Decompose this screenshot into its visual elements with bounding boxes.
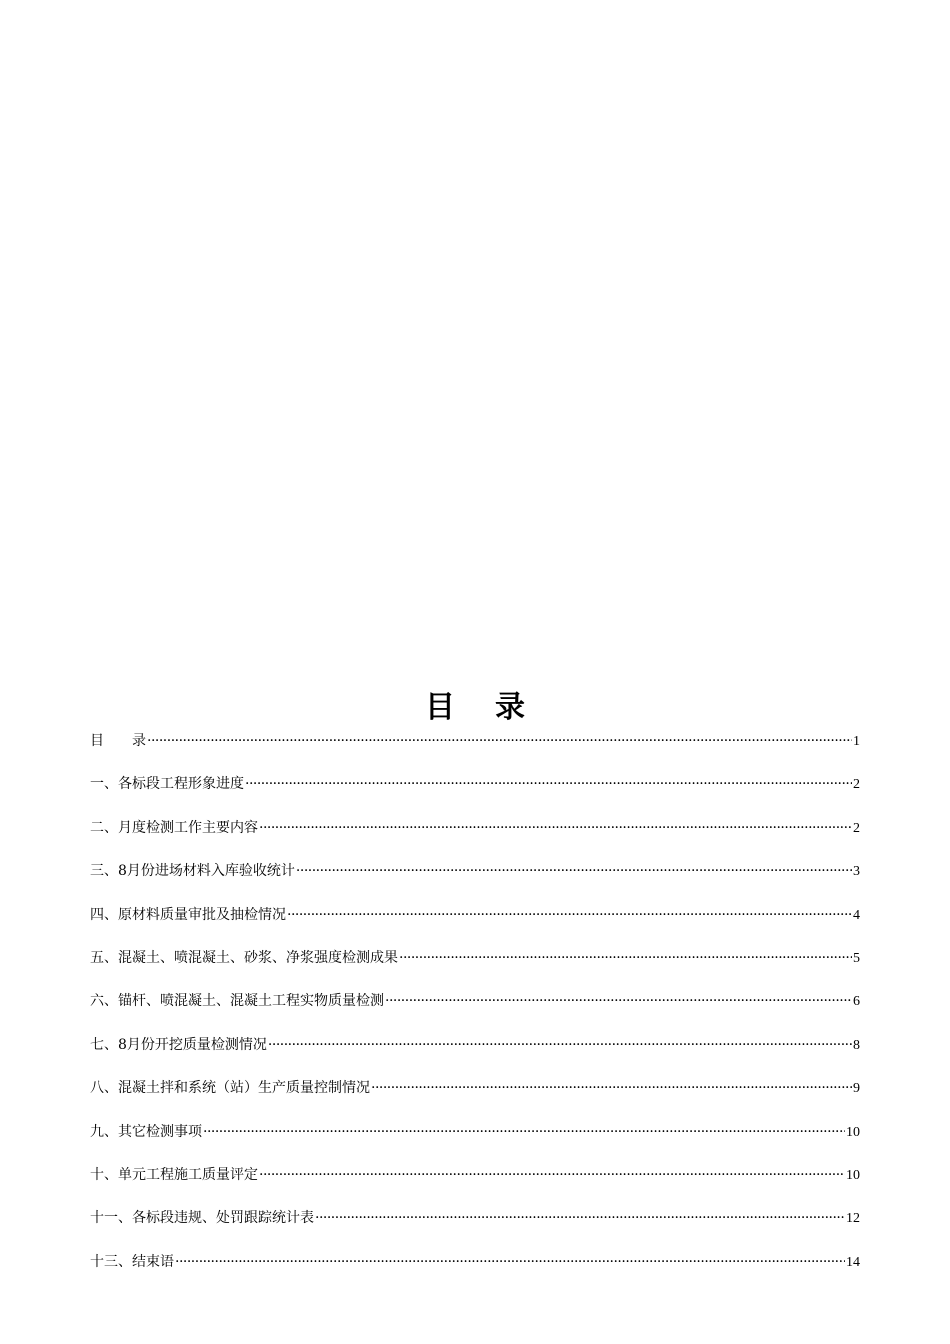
toc-entry[interactable] bbox=[90, 858, 860, 901]
toc-title-part1: 目 bbox=[425, 690, 455, 725]
toc-entry-page: 5 bbox=[853, 950, 860, 966]
toc-entry-page: 8 bbox=[853, 1037, 860, 1053]
toc-dot-leader bbox=[287, 902, 852, 928]
toc-entry[interactable] bbox=[90, 771, 860, 814]
toc-entry-label: 六、锚杆、喷混凝土、混凝土工程实物质量检测 bbox=[90, 993, 384, 1010]
toc-dot-leader bbox=[245, 771, 852, 797]
toc-dot-leader bbox=[259, 815, 852, 841]
toc-entry-label: 九、其它检测事项 bbox=[90, 1123, 202, 1140]
toc-entry[interactable] bbox=[90, 1205, 860, 1248]
toc-entry-page: 10 bbox=[846, 1167, 860, 1183]
toc-dot-leader bbox=[175, 1249, 845, 1275]
toc-entry-label: 一、各标段工程形象进度 bbox=[90, 776, 244, 793]
toc-entry-label: 十一、各标段违规、处罚跟踪统计表 bbox=[90, 1210, 314, 1227]
toc-entry[interactable] bbox=[90, 902, 860, 945]
toc-entry-label: 五、混凝土、喷混凝土、砂浆、净浆强度检测成果 bbox=[90, 949, 398, 966]
toc-entry-label: 十、单元工程施工质量评定 bbox=[90, 1166, 258, 1183]
toc-entry-page: 10 bbox=[846, 1124, 860, 1140]
toc-entry[interactable] bbox=[90, 1032, 860, 1075]
toc-entry[interactable] bbox=[90, 815, 860, 858]
toc-dot-leader bbox=[268, 1032, 852, 1058]
toc-entry[interactable] bbox=[90, 1249, 860, 1292]
toc-list bbox=[90, 728, 860, 1292]
toc-dot-leader bbox=[259, 1162, 845, 1188]
toc-entry[interactable] bbox=[90, 945, 860, 988]
toc-entry[interactable] bbox=[90, 1162, 860, 1205]
toc-dot-leader bbox=[147, 728, 852, 754]
toc-dot-leader bbox=[296, 858, 852, 884]
toc-entry-page: 6 bbox=[853, 994, 860, 1010]
toc-entry[interactable] bbox=[90, 1119, 860, 1162]
toc-entry-label: 八、混凝土拌和系统（站）生产质量控制情况 bbox=[90, 1080, 370, 1097]
toc-title-part2: 录 bbox=[495, 690, 525, 725]
toc-entry[interactable] bbox=[90, 988, 860, 1031]
toc-entry-label: 二、月度检测工作主要内容 bbox=[90, 819, 258, 836]
toc-dot-leader bbox=[385, 988, 852, 1014]
toc-entry-page: 4 bbox=[853, 907, 860, 923]
toc-entry-label: 十三、结束语 bbox=[90, 1253, 174, 1270]
toc-title bbox=[0, 686, 950, 730]
toc-entry-page: 2 bbox=[853, 820, 860, 836]
toc-entry-label: 目 录 bbox=[90, 733, 146, 749]
toc-dot-leader bbox=[399, 945, 852, 971]
toc-dot-leader bbox=[371, 1075, 852, 1101]
toc-entry-label: 七、8月份开挖质量检测情况 bbox=[90, 1036, 267, 1053]
toc-entry-page: 3 bbox=[853, 864, 860, 880]
toc-entry[interactable] bbox=[90, 1075, 860, 1118]
toc-entry-page: 14 bbox=[846, 1254, 860, 1270]
toc-entry-label: 四、原材料质量审批及抽检情况 bbox=[90, 906, 286, 923]
toc-entry-page: 2 bbox=[853, 777, 860, 793]
toc-entry-page: 9 bbox=[853, 1081, 860, 1097]
toc-entry-page: 1 bbox=[853, 734, 860, 749]
toc-entry-page: 12 bbox=[846, 1211, 860, 1227]
toc-dot-leader bbox=[315, 1205, 845, 1231]
toc-entry[interactable] bbox=[90, 728, 860, 771]
toc-entry-label: 三、8月份进场材料入库验收统计 bbox=[90, 863, 295, 880]
toc-dot-leader bbox=[203, 1119, 845, 1145]
